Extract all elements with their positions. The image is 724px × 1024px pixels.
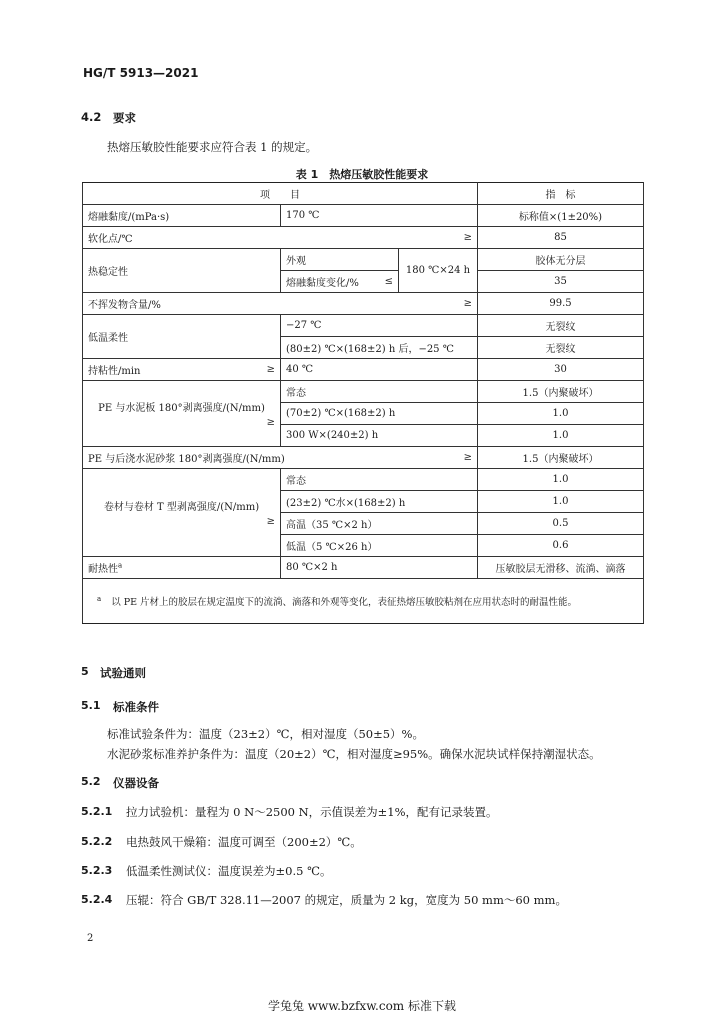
- section-5-title: 试验通则: [100, 666, 146, 680]
- row-thermal-symbol: ≤: [384, 276, 393, 287]
- row-pe-board-value-c: 1.0: [478, 425, 644, 447]
- clause-5-2-3-number: 5.2.3: [81, 864, 113, 877]
- section-5-number: 5: [81, 665, 89, 678]
- page-number: 2: [87, 933, 94, 944]
- table-row: [83, 249, 644, 271]
- row-melt-viscosity-value: 标称值×(1±20%): [478, 205, 644, 227]
- row-thermal-appearance-value: 胶体无分层: [478, 249, 644, 271]
- row-low-temp-cond-b: (80±2) ℃×(168±2) h 后，−25 ℃: [281, 337, 478, 359]
- clause-5-2-3-text: 低温柔性测试仪：温度误差为±0.5 ℃。: [126, 864, 332, 878]
- row-pe-board-symbol: ≥: [266, 417, 275, 428]
- table-row: [83, 227, 644, 249]
- clause-5-2-2-number: 5.2.2: [81, 835, 113, 848]
- table-row: [83, 293, 644, 315]
- row-low-temp-name: 低温柔性: [83, 315, 281, 359]
- note-text: 以 PE 片材上的胶层在规定温度下的流淌、滴落和外观等变化，表征热熔压敏胶粘剂在应用状态时的耐温性能。: [111, 597, 578, 609]
- row-heat-resistance-name: 耐热性: [88, 564, 118, 575]
- table-row: [83, 447, 644, 469]
- row-tack-symbol: ≥: [266, 364, 275, 375]
- table-row: [83, 381, 644, 403]
- section-4-2-number: 4.2: [81, 110, 102, 124]
- row-heat-resistance-footnote-mark: a: [118, 561, 123, 570]
- row-pe-mortar-symbol: ≥: [463, 452, 472, 463]
- row-t-peel-cond-a: 常态: [281, 469, 478, 491]
- section-5-1-para-2: 水泥砂浆标准养护条件为：温度（20±2）℃，相对湿度≥95%。确保水泥块试样保持潮湿状态。: [107, 747, 601, 761]
- doc-header-id: HG/T 5913—2021: [83, 66, 199, 80]
- clause-5-2-1-text: 拉力试验机：量程为 0 N～2500 N，示值误差为±1%，配有记录装置。: [126, 805, 498, 819]
- table-row: [83, 557, 644, 579]
- row-t-peel-cond-d: 低温（5 ℃×26 h）: [281, 535, 478, 557]
- row-melt-viscosity-cond: 170 ℃: [281, 205, 478, 227]
- row-pe-board-cond-c: 300 W×(240±2) h: [281, 425, 478, 447]
- row-t-peel-name: 卷材与卷材 T 型剥离强度/(N/mm): [103, 502, 260, 513]
- note-mark: a: [97, 594, 102, 603]
- row-t-peel-value-b: 1.0: [478, 491, 644, 513]
- row-pe-board-cond-b: (70±2) ℃×(168±2) h: [281, 403, 478, 425]
- row-nonvolatile-symbol: ≥: [463, 298, 472, 309]
- row-thermal-viscosity-change: 熔融黏度变化/%: [286, 278, 359, 289]
- row-pe-board-name: PE 与水泥板 180°剥离强度/(N/mm): [98, 403, 265, 414]
- header-item: 项 目: [83, 183, 478, 205]
- row-softening-value: 85: [478, 227, 644, 249]
- row-tack-cond: 40 ℃: [281, 359, 478, 381]
- row-pe-board-cond-a: 常态: [281, 381, 478, 403]
- row-t-peel-value-a: 1.0: [478, 469, 644, 491]
- section-5-1-title: 标准条件: [113, 700, 159, 714]
- row-nonvolatile-name: 不挥发物含量/%: [88, 300, 161, 311]
- row-thermal-stability-name: 热稳定性: [83, 249, 281, 293]
- performance-table: [82, 182, 644, 624]
- header-index: 指 标: [478, 183, 644, 205]
- section-4-2-text: 热熔压敏胶性能要求应符合表 1 的规定。: [107, 140, 318, 154]
- row-thermal-viscosity-value: 35: [478, 271, 644, 293]
- section-5-2-title: 仪器设备: [113, 776, 159, 790]
- row-softening-name: 软化点/℃: [88, 234, 133, 245]
- table-row: [83, 205, 644, 227]
- row-heat-resistance-cond: 80 ℃×2 h: [281, 557, 478, 579]
- table-row: [83, 469, 644, 491]
- row-thermal-appearance: 外观: [281, 249, 399, 271]
- row-softening-symbol: ≥: [463, 232, 472, 243]
- row-t-peel-symbol: ≥: [266, 516, 275, 527]
- row-pe-board-value-b: 1.0: [478, 403, 644, 425]
- row-low-temp-value-a: 无裂纹: [478, 315, 644, 337]
- row-t-peel-value-d: 0.6: [478, 535, 644, 557]
- row-melt-viscosity-name: 熔融黏度/(mPa·s): [83, 205, 281, 227]
- row-pe-mortar-value: 1.5（内聚破坏）: [478, 447, 644, 469]
- row-low-temp-value-b: 无裂纹: [478, 337, 644, 359]
- section-5-2-number: 5.2: [81, 775, 101, 788]
- clause-5-2-4-text: 压辊：符合 GB/T 328.11—2007 的规定，质量为 2 kg，宽度为 50 mm～60 mm。: [126, 893, 567, 907]
- clause-5-2-1-number: 5.2.1: [81, 805, 113, 818]
- row-pe-mortar-name: PE 与后浇水泥砂浆 180°剥离强度/(N/mm): [88, 454, 285, 465]
- section-4-2-title: 要求: [113, 111, 136, 125]
- row-t-peel-cond-b: (23±2) ℃水×(168±2) h: [281, 491, 478, 513]
- row-t-peel-value-c: 0.5: [478, 513, 644, 535]
- row-tack-name: 持粘性/min: [88, 366, 141, 377]
- clause-5-2-4-number: 5.2.4: [81, 893, 113, 906]
- table-caption: 表 1 热熔压敏胶性能要求: [295, 168, 429, 181]
- table-note-row: [83, 579, 644, 624]
- row-nonvolatile-value: 99.5: [478, 293, 644, 315]
- section-5-1-para-1: 标准试验条件为：温度（23±2）℃，相对湿度（50±5）%。: [107, 727, 424, 741]
- table-row: [83, 315, 644, 337]
- row-pe-board-value-a: 1.5（内聚破坏）: [478, 381, 644, 403]
- row-low-temp-cond-a: −27 ℃: [281, 315, 478, 337]
- row-heat-resistance-value: 压敏胶层无滑移、流淌、滴落: [478, 557, 644, 579]
- table-row: [83, 359, 644, 381]
- section-5-1-number: 5.1: [81, 699, 101, 712]
- clause-5-2-2-text: 电热鼓风干燥箱：温度可调至（200±2）℃。: [126, 835, 362, 849]
- footer-watermark-text: 学兔兔 www.bzfxw.com 标准下载: [267, 999, 457, 1013]
- row-t-peel-cond-c: 高温（35 ℃×2 h）: [281, 513, 478, 535]
- row-thermal-cond: 180 ℃×24 h: [399, 249, 478, 293]
- table-header-row: [83, 183, 644, 205]
- row-tack-value: 30: [478, 359, 644, 381]
